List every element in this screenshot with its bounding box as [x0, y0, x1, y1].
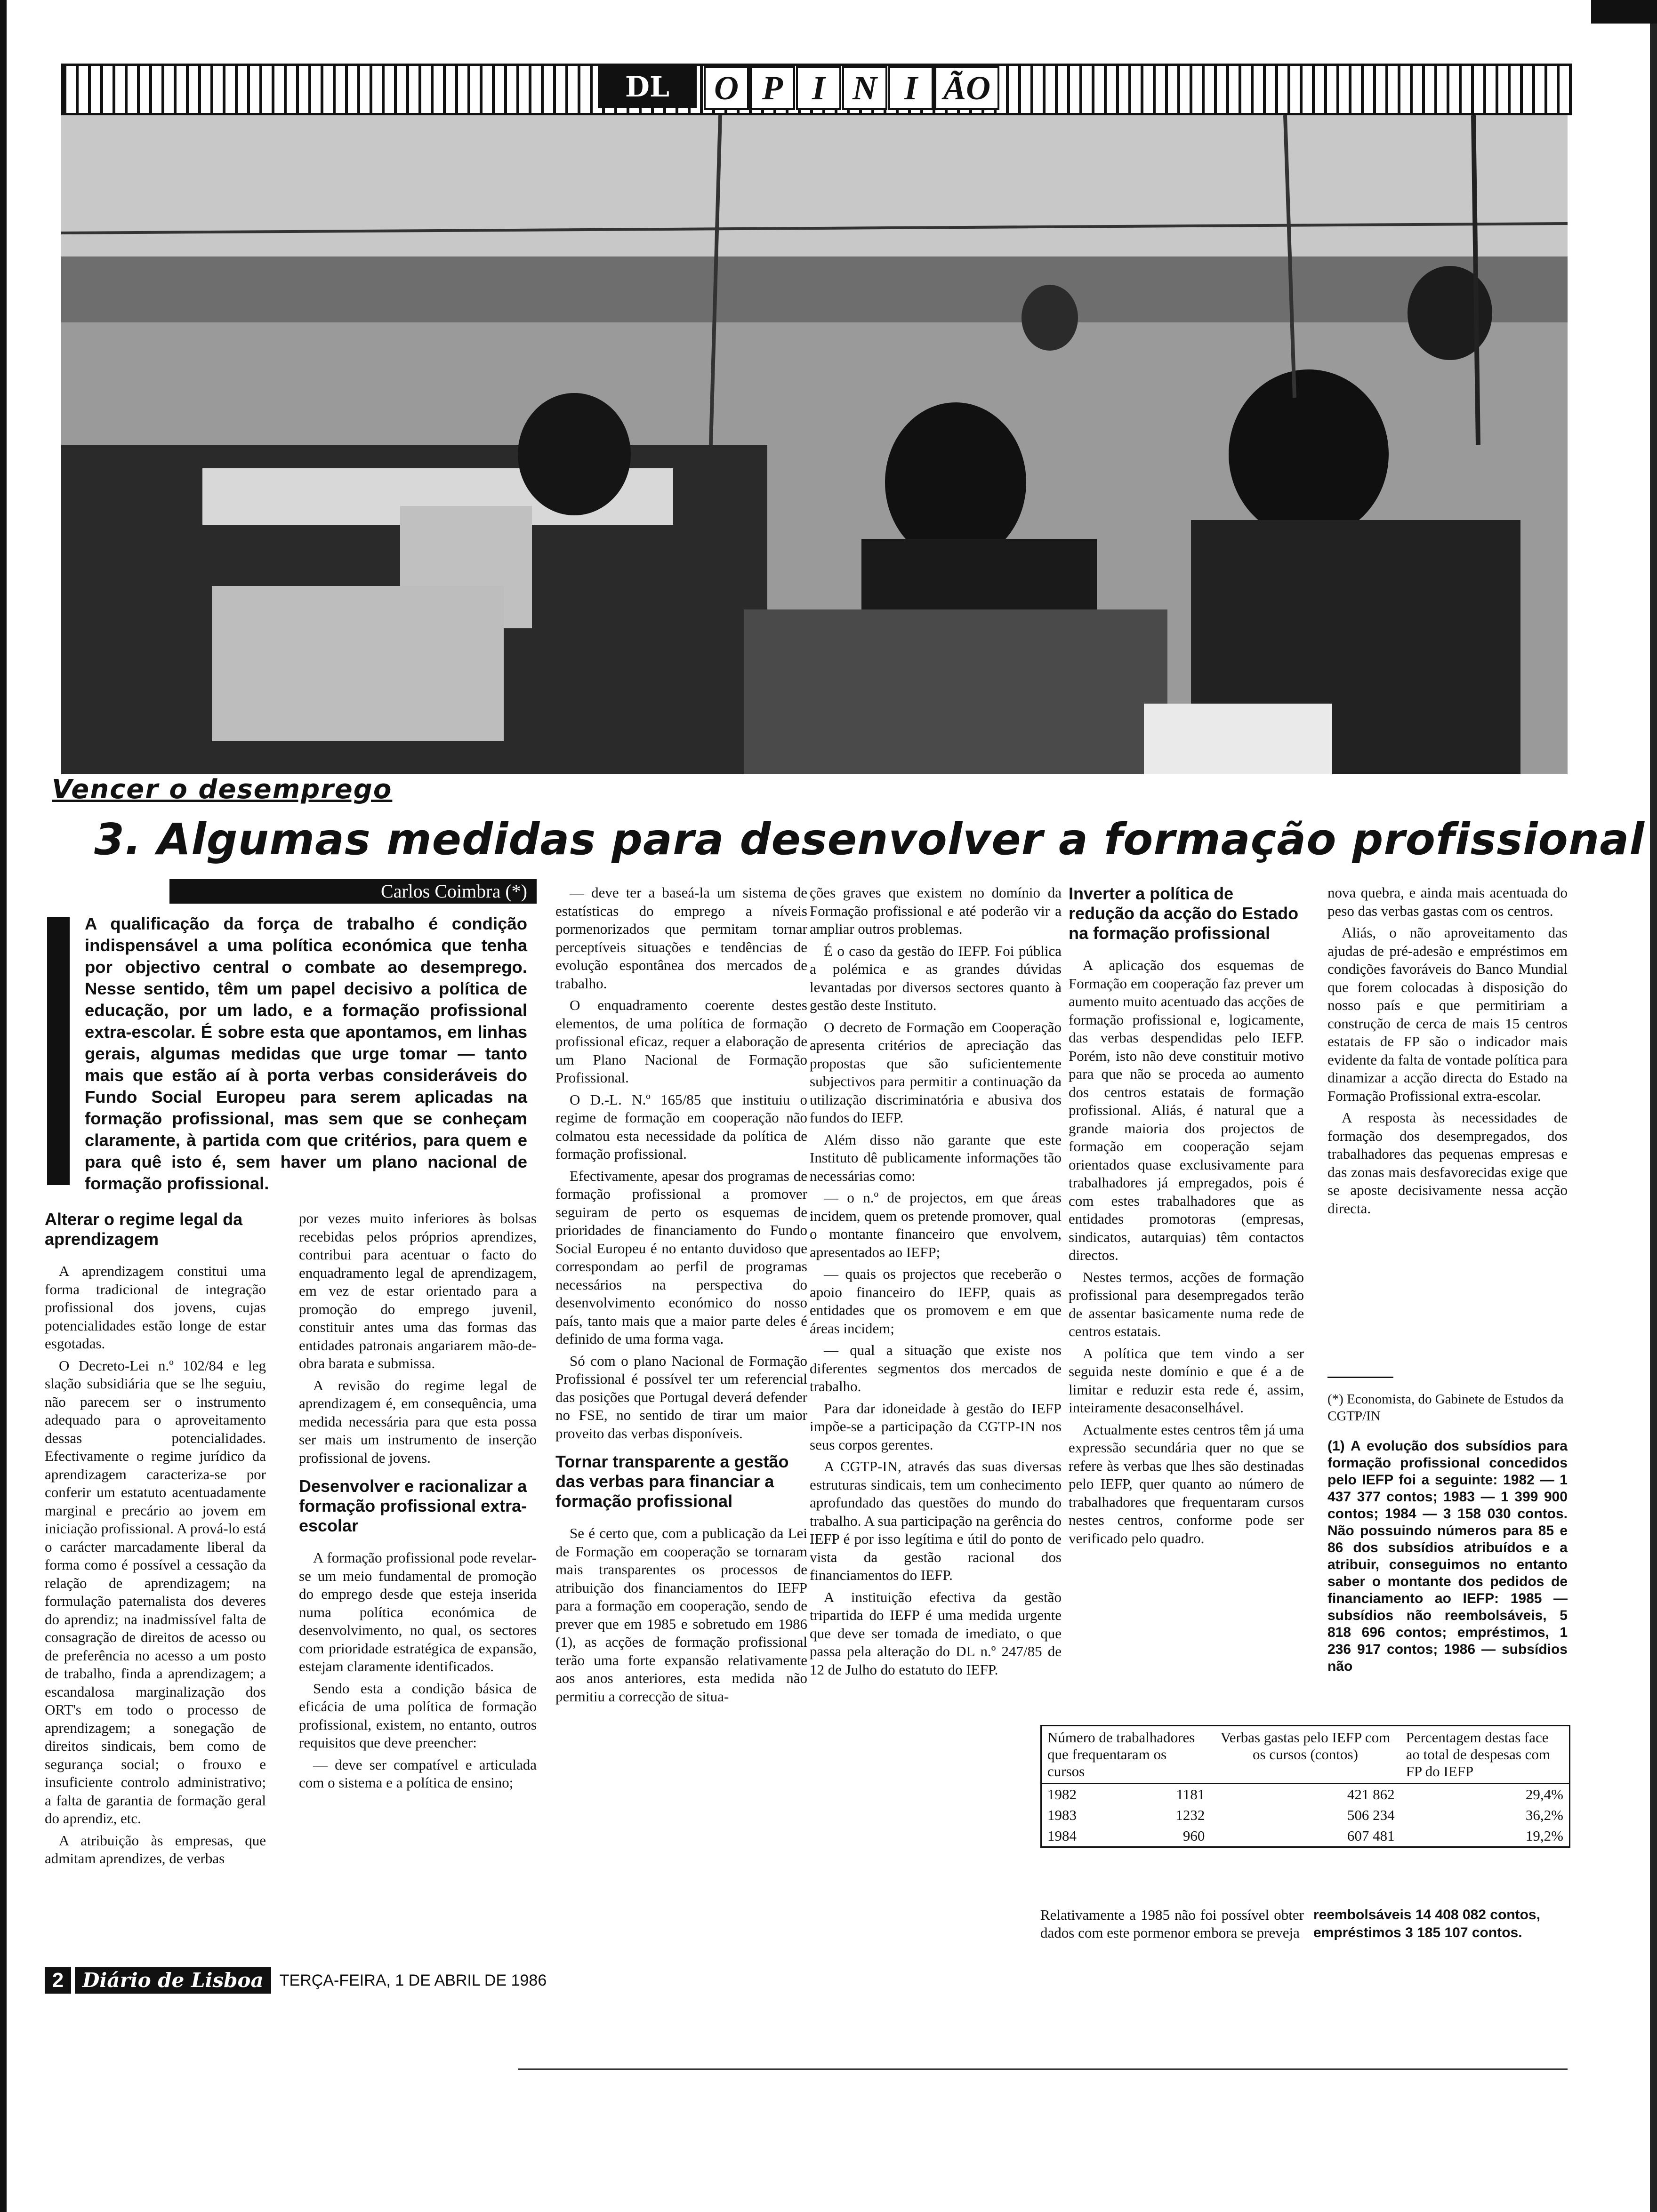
- lead-marker-bar: [47, 917, 70, 1185]
- paragraph: O enquadramento coerente destes elementos, de uma política de formação profissional eficaz, requer a elaboração de um Plano Nacional de Formação Profissional.: [555, 997, 807, 1086]
- column-4: [810, 884, 1062, 1683]
- table-cell-workers: 1181: [1176, 1786, 1205, 1803]
- paragraph: A política que tem vindo a ser seguida neste domínio e que é a de limitar e reduzir esta rede é, assim, inteiramente desaconselhável.: [1069, 1345, 1304, 1416]
- table-header: Percentagem destas face ao total de despesas com FP do IEFP: [1400, 1726, 1569, 1784]
- table-cell-verbas: 607 481: [1347, 1827, 1395, 1844]
- paragraph: A CGTP-IN, através das suas diversas estruturas sindicais, tem um conhecimento aprofundado das questões do mundo do trabalho. A sua participação na gerência do IEFP é por isso legítima e útil do ponto de vista da gestão racional dos financiamentos do IEFP.: [810, 1458, 1062, 1583]
- table-cell-pct: 36,2%: [1525, 1807, 1563, 1823]
- column-5: [1069, 884, 1304, 1551]
- paragraph: É o caso da gestão do IEFP. Foi pública a polémica e as grandes dúvidas levantadas por diversos sectores quanto à gestão deste Instituto.: [810, 942, 1062, 1013]
- masthead: Diário de Lisboa: [75, 1967, 271, 1994]
- training-centres-table: [1040, 1725, 1570, 1848]
- column-2: [299, 1210, 537, 1796]
- footnote-author: (*) Economista, do Gabinete de Estudos da CGTP/IN: [1327, 1392, 1564, 1424]
- paragraph: A revisão do regime legal de aprendizagem é, em consequência, uma medida necessária para que esta possa ser mais um instrumento de inserção profissional de jovens.: [299, 1377, 537, 1466]
- page-corner-mark: [1591, 0, 1657, 24]
- paragraph: Efectivamente, apesar dos programas de formação profissional a promover seguiram de perto os esquemas de prioridades de financiamento do Fundo Social Europeu é no entanto duvidoso que correspondam ao perfil de programas necessários na perspectiva do desenvolvimento económico do nosso país, tanto mais que a maior parte deles é definido de uma forma vaga.: [555, 1167, 807, 1347]
- subheading: Inverter a política de redução da acção do Estado na formação profissional: [1069, 884, 1299, 943]
- byline: Carlos Coimbra (*): [169, 879, 537, 904]
- table-header: Número de trabalhadores que frequentaram os cursos: [1042, 1726, 1210, 1784]
- kicker: Vencer o desemprego: [52, 774, 393, 805]
- column-6: [1327, 884, 1568, 1221]
- page-edge-left: [0, 0, 7, 2212]
- page-footer: [45, 1967, 547, 1994]
- newspaper-logo: DL: [598, 66, 697, 108]
- section-letter: O: [704, 66, 749, 110]
- section-letter: I: [796, 66, 841, 110]
- table-cell-verbas: 421 862: [1347, 1786, 1395, 1803]
- paragraph: — quais os projectos que receberão o apoio financeiro do IEFP, quais as entidades que os promovem e em que áreas incidem;: [810, 1266, 1062, 1337]
- footnote-continuation: reembolsáveis 14 408 082 contos, empréstimos 3 185 107 contos.: [1313, 1907, 1540, 1940]
- table-cell-workers: 960: [1182, 1827, 1205, 1844]
- subheading: Alterar o regime legal da aprendizagem: [45, 1210, 243, 1249]
- paragraph: ções graves que existem no domínio da Formação profissional e até poderão vir a ampliar outros problemas.: [810, 884, 1062, 937]
- paragraph: — qual a situação que existe nos diferentes segmentos dos mercados de trabalho.: [810, 1342, 1062, 1395]
- table-cell-year: 1984: [1047, 1827, 1077, 1844]
- paragraph: Aliás, o não aproveitamento das ajudas de pré-adesão e empréstimos em condições favoráveis do Banco Mundial que forem colocadas à disposição do nosso país e que permitiriam a construção de cerca de mais 15 centros estatais de FP são o indicador mais evidente da falta de vontade política para dinamizar a acção directa do Estado na Formação Profissional extra-escolar.: [1327, 924, 1568, 1104]
- paragraph: O decreto de Formação em Cooperação apresenta critérios de apreciação das propostas que são suficientemente subjectivos para permitir a continuação da utilização discriminatória e abusiva dos fundos do IEFP.: [810, 1018, 1062, 1126]
- subheading: Desenvolver e racionalizar a formação profissional extra-escolar: [299, 1476, 527, 1535]
- paragraph: — deve ter a baseá-la um sistema de estatísticas do emprego a níveis pormenorizados que permitam tornar perceptíveis situações e tendências de evolução espontânea dos mercados de trabalho.: [555, 884, 807, 992]
- bottom-rule: [518, 2068, 1568, 2070]
- paragraph: A atribuição às empresas, que admitam aprendizes, de verbas: [45, 1832, 266, 1867]
- column-1: [45, 1210, 266, 1872]
- paragraph: A resposta às necessidades de formação dos desempregados, dos trabalhadores das pequenas empresas e das zonas mais desfavorecidas exige que se aposte decisivamente nessa acção directa.: [1327, 1109, 1568, 1217]
- table-header: Verbas gastas pelo IEFP com os cursos (contos): [1210, 1726, 1400, 1784]
- table-cell-pct: 19,2%: [1525, 1827, 1563, 1844]
- paragraph: A aplicação dos esquemas de Formação em cooperação faz prever um aumento muito acentuado das acções de formação profissional e, logicamente, das verbas despendidas pelo IEFP. Porém, isto não deve constituir motivo para que não se proceda ao aumento dos centros estatais de formação profissional. Aliás, é natural que a grande maioria dos projectos de formação em cooperação sejam orientados quase exclusivamente para trabalhadores já empregados, pois é com estes trabalhadores que as entidades promotoras (empresas, sindicatos, autarquias) têm contactos directos.: [1069, 957, 1304, 1263]
- paragraph: Sendo esta a condição básica de eficácia de uma política de formação profissional, existem, no entanto, outros requisitos que deve preencher:: [299, 1680, 537, 1751]
- section-letter: I: [888, 66, 933, 110]
- paragraph: — deve ser compatível e articulada com o sistema e a política de ensino;: [299, 1756, 537, 1791]
- paragraph: Se é certo que, com a publicação da Lei de Formação em cooperação se tornaram mais transparentes os processos de atribuição dos financiamentos do IEFP para a formação em cooperação, sendo de prever que em 1985 e sobretudo em 1986 (1), as acções de formação profissional terão uma forte expansão relativamente aos anos anteriores, esta medida não permitiu a correcção de situa-: [555, 1525, 807, 1705]
- table-row: [1042, 1826, 1569, 1846]
- lead-paragraph: A qualificação da força de trabalho é condição indispensável a uma política económica que tenha por objectivo central o combate ao desemprego. Nesse sentido, têm um papel decisivo a política de educação, por um lado, e a formação profissional extra-escolar. É sobre esta que apontamos, em linhas gerais, algumas medidas que urge tomar — tanto mais que estão aí à porta verbas consideráveis do Fundo Social Europeu para serem aplicadas na formação profissional, mas sem que se conheçam claramente, à partida com que critérios, para quem e para quê isto é, sem haver um plano nacional de formação profissional.: [85, 914, 527, 1193]
- paragraph: Nestes termos, acções de formação profissional para desempregados terão de assentar basicamente numa rede de centros estatais.: [1069, 1268, 1304, 1339]
- paragraph: O Decreto-Lei n.º 102/84 e leg slação subsidiária que se lhe seguiu, não parecem ser o instrumento adequado para o aproveitamento dessas potencialidades. Efectivamente o regime jurídico da aprendizagem caracteriza-se por conferir um estatuto acentuadamente marginal e precário ao jovem em iniciação profissional. A prová-lo está o carácter marcadamente liberal da forma como é possível a cessação da relação de aprendizagem; na formulação paternalista dos deveres do aprendiz; na inadmissível falta de consagração de direitos de acesso ou de preferência no acesso a um posto de trabalho, finda a aprendizagem; a escandalosa marginalização dos ORT's em todo o processo de aprendizagem; a sonegação de direitos sindicais, bem como de segurança social; o frouxo e insuficiente controlo administrativo; a falta de garantia de formação geral do aprendiz, etc.: [45, 1357, 266, 1827]
- section-letter: ÃO: [934, 66, 999, 110]
- table-cell-year: 1982: [1047, 1786, 1077, 1803]
- table-cell-year: 1983: [1047, 1807, 1077, 1823]
- paragraph-after-table: Relativamente a 1985 não foi possível obter dados com este pormenor embora se preveja: [1040, 1907, 1304, 1941]
- paragraph: — o n.º de projectos, em que áreas incidem, quem os pretende promover, qual o montante financeiro que envolvem, apresentados ao IEFP;: [810, 1189, 1062, 1260]
- section-letter: N: [842, 66, 887, 110]
- paragraph: por vezes muito inferiores às bolsas recebidas pelos próprios aprendizes, contribui para acentuar o facto do enquadramento legal de aprendizagem, em vez de estar orientado para a promoção do emprego juvenil, constituir antes uma das formas das entidades patronais angariarem mão-de-obra barata e submissa.: [299, 1210, 537, 1371]
- factory-photo: [61, 115, 1568, 774]
- paragraph: A formação profissional pode revelar-se um meio fundamental de promoção do emprego desde que esteja inserida numa política económica de desenvolvimento, no qual, os sectores com prioridade estratégica de expansão, estejam claramente identificados.: [299, 1549, 537, 1675]
- subheading: Tornar transparente a gestão das verbas para financiar a formação profissional: [555, 1452, 789, 1511]
- footnote-divider: [1327, 1377, 1393, 1378]
- headline: 3. Algumas medidas para desenvolver a formação profissional: [94, 814, 1645, 865]
- table-row: [1042, 1805, 1569, 1826]
- table-cell-workers: 1232: [1175, 1807, 1205, 1823]
- paragraph: Só com o plano Nacional de Formação Profissional é possível ter um referencial das posições que Portugal deverá defender no FSE, no sentido de tirar um maior proveito das verbas disponíveis.: [555, 1352, 807, 1442]
- table-cell-verbas: 506 234: [1347, 1807, 1395, 1823]
- footnote-subsidies: (1) A evolução dos subsídios para formação profissional concedidos pelo IEFP foi a seguinte: 1982 — 1 437 377 contos; 1983 — 1 399 900 contos; 1984 — 3 158 030 contos. Não possuindo números para 85 e 86 dos subsídios atribuídos e a atribuir, conseguimos no entanto saber o montante dos pedidos de financiamento ao IEFP: 1985 — subsídios não reembolsáveis, 5 818 696 contos; empréstimos, 1 236 917 contos; 1986 — subsídios não: [1327, 1438, 1568, 1674]
- section-letter: P: [750, 66, 795, 110]
- column-3: [555, 884, 807, 1709]
- table-cell-pct: 29,4%: [1525, 1786, 1563, 1803]
- paragraph: A instituição efectiva da gestão tripartida do IEFP é uma medida urgente que deve ser tomada de imediato, o que passa pela alteração do DL n.º 247/85 de 12 de Julho do estatuto do IEFP.: [810, 1588, 1062, 1678]
- issue-date: TERÇA-FEIRA, 1 DE ABRIL DE 1986: [279, 1971, 547, 1989]
- paragraph: Para dar idoneidade à gestão do IEFP impõe-se a participação da CGTP-IN nos seus corpos gerentes.: [810, 1400, 1062, 1453]
- paragraph: nova quebra, e ainda mais acentuada do peso das verbas gastas com os centros.: [1327, 884, 1568, 919]
- table-row: [1042, 1784, 1569, 1805]
- paragraph: A aprendizagem constitui uma forma tradicional de integração profissional dos jovens, cujas potencialidades estão longe de estar esgotadas.: [45, 1263, 266, 1352]
- paragraph: Actualmente estes centros têm já uma expressão secundária quer no que se refere às verbas que lhes são destinadas pelo IEFP, quer quanto ao número de trabalhadores que frequentaram cursos nestes centros, conforme pode ser verificado pelo quadro.: [1069, 1421, 1304, 1547]
- section-title-opiniao: [704, 66, 1000, 108]
- paragraph: O D.-L. N.º 165/85 que instituiu o regime de formação em cooperação não colmatou esta necessidade da política de formação profissional.: [555, 1091, 807, 1162]
- paragraph: Além disso não garante que este Instituto dê publicamente informações tão necessárias como:: [810, 1131, 1062, 1184]
- page-edge-right: [1650, 0, 1657, 2212]
- page-number: 2: [45, 1967, 71, 1994]
